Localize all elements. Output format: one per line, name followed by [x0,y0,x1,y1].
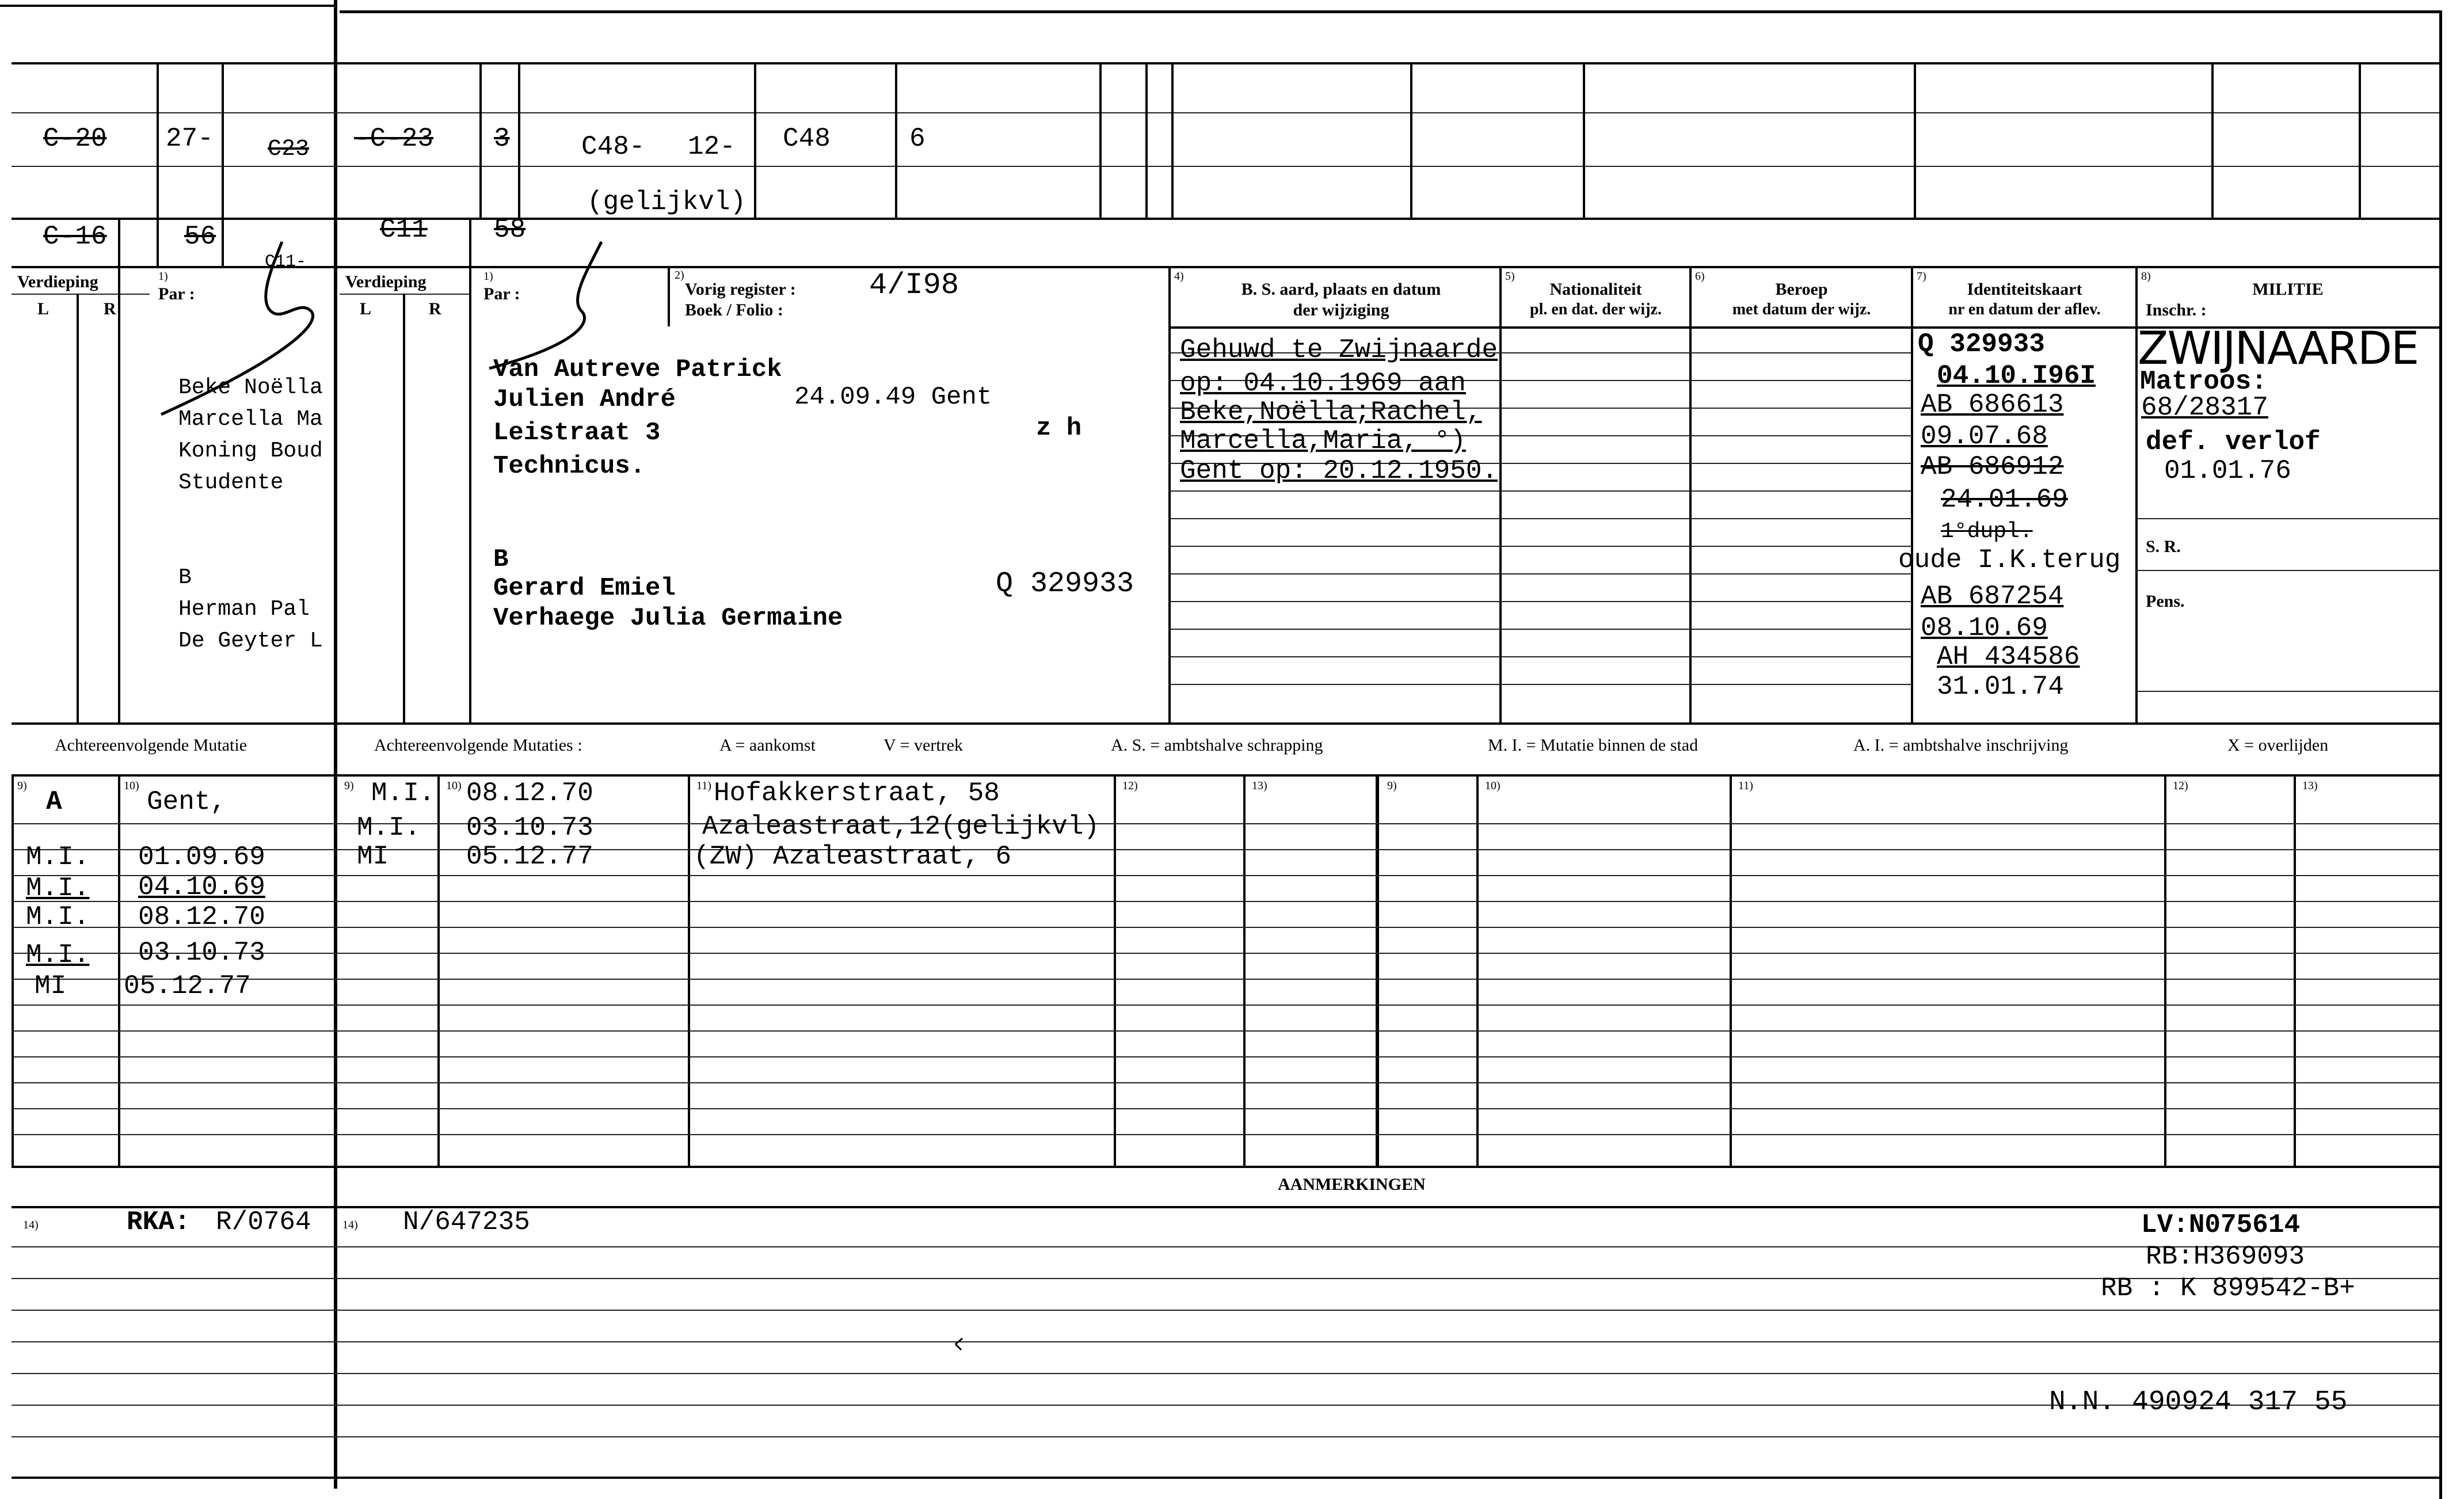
left-mut-code: A [46,787,62,817]
legend-title: Achtereenvolgende Mutaties : [374,736,582,755]
legend-item: A = aankomst [719,736,816,755]
identiteitskaart-header-2: nr en datum der aflev. [1948,300,2101,318]
l-label: L [37,299,49,318]
person-sex: z h [1036,414,1082,443]
mut-date: 08.12.70 [466,778,593,808]
code-cell: 56 [184,222,216,252]
code-cell: 3 [494,124,510,154]
rka-label: RKA: [127,1207,191,1237]
militie-place: ZWIJNAARDE [2138,323,2419,375]
inschr-label: Inschr. : [2146,300,2207,319]
r-label: R [429,299,441,318]
code-cell: C11 [380,215,428,245]
mut-address: Azaleastraat,12(gelijkvl) [702,812,1100,842]
person-father: Gerard Emiel [493,574,676,603]
legend-item: X = overlijden [2227,736,2329,755]
left-line: Marcella Ma [178,407,323,432]
code-cell: 12- [688,132,736,162]
mut-address: Hofakkerstraat, 58 [714,778,1000,808]
par-label: Par : [483,284,520,303]
code-cell: 27- [166,124,214,154]
left-mut-place: Gent, [147,787,227,817]
bs-line: Marcella,Maria, °) [1180,426,1466,456]
footnote-2: 2) [675,269,684,281]
remark-rb1: RB:H369093 [2146,1242,2305,1272]
person-b: B [493,545,509,574]
mut-code: MI [357,842,389,872]
tick-mark [955,1338,962,1350]
mut-code: M.I. [371,778,435,808]
left-mut-code: M.I. [26,873,90,903]
left-mut-date: 05.12.77 [124,971,251,1001]
vorig-register-label: Vorig register : [685,280,796,299]
left-mut-date: 01.09.69 [138,842,265,872]
col9-label: 9) [17,779,27,792]
beroep-header-1: Beroep [1775,280,1828,299]
id-line: oude I.K.terug [1898,545,2121,575]
mut-date: 05.12.77 [466,842,593,872]
col-label: 10) [1485,779,1501,792]
code-cell: C23 [268,136,310,162]
bs-header-1: B. S. aard, plaats en datum [1241,280,1441,299]
code-cell: C-16 [43,222,107,252]
r-label: R [104,299,116,318]
aanmerkingen-title: AANMERKINGEN [1278,1175,1426,1194]
person-birth: 24.09.49 Gent [794,383,992,412]
vorig-register-value: 4/I98 [869,268,959,302]
nationaliteit-header-2: pl. en dat. der wijz. [1530,300,1662,318]
person-address: Leistraat 3 [493,418,661,447]
militie-def-verlof: def. verlof [2146,427,2321,457]
id-line: Q 329933 [1918,329,2045,359]
footnote-4: 4) [1174,270,1184,283]
code-cell: C11- [265,252,307,272]
left-line: Beke Noëlla [178,375,323,400]
verdieping-label: Verdieping [17,272,98,291]
left-line: Koning Boud [178,439,323,463]
person-given-names: Julien André [493,385,676,414]
left-mut-date: 03.10.73 [138,938,265,968]
mut-address: (ZW) Azaleastraat, 6 [694,842,1012,872]
boek-folio-label: Boek / Folio : [685,300,783,319]
beroep-header-2: met datum der wijz. [1732,300,1871,318]
col-label: 10) [446,779,462,792]
mut-code: M.I. [357,813,421,843]
mutaties-header-left: Achtereenvolgende Mutatie [55,736,247,755]
rka-value: R/0764 [216,1207,311,1237]
id-line: 09.07.68 [1921,421,2048,451]
mut-date: 03.10.73 [466,813,593,843]
id-line: AH 434586 [1937,642,2080,672]
code-cell: C48- [581,132,645,162]
left-mut-date: 08.12.70 [138,902,265,932]
footnote-6: 6) [1695,270,1705,283]
nationaliteit-header-1: Nationaliteit [1549,280,1642,299]
col-label: 13) [2302,779,2318,792]
col-label: 11) [1738,779,1753,792]
legend-item: A. I. = ambtshalve inschrijving [1853,736,2069,755]
left-line: B [178,565,192,590]
code-cell: 6 [909,124,926,154]
left-line: Studente [178,470,284,495]
footnote-14: 14) [23,1219,39,1231]
person-mother: Verhaege Julia Germaine [493,604,843,633]
gelijkvl-note: (gelijkvl) [587,187,747,217]
footnote-1: 1) [483,270,493,283]
id-line: AB 686912 [1921,452,2064,482]
left-mut-code: M.I. [26,842,90,872]
left-mut-code: M.I. [26,940,90,970]
footnote-5: 5) [1505,270,1515,283]
id-line: 08.10.69 [1921,613,2048,643]
pens-label: Pens. [2146,592,2185,611]
verdieping-label: Verdieping [345,272,426,291]
identiteitskaart-header-1: Identiteitskaart [1967,280,2082,299]
col-label: 9) [1387,779,1397,792]
militie-date: 01.01.76 [2164,456,2291,486]
par-signature-main [489,242,601,368]
national-number: N.N. 490924 317 55 [2049,1387,2348,1418]
bs-line: op: 04.10.1969 aan [1180,368,1466,398]
id-line: 31.01.74 [1937,672,2064,702]
left-mut-date: 04.10.69 [138,872,265,902]
code-cell: -C-23 [354,124,434,154]
col-label: 12) [1122,779,1138,792]
footnote-14: 14) [342,1219,358,1231]
id-line: 1°dupl. [1941,519,2033,544]
col-label: 11) [696,779,711,792]
legend-item: V = vertrek [883,736,963,755]
left-mut-code: MI [35,971,67,1001]
footnote-7: 7) [1917,270,1926,283]
left-line: De Geyter L [178,629,323,653]
remark-rb2: RB : K 899542-B+ [2101,1273,2355,1303]
code-cell: 58 [494,215,526,245]
sr-label: S. R. [2146,537,2181,556]
bs-line: Beke,Noëlla;Rachel, [1180,397,1482,427]
militie-header: MILITIE [2252,280,2324,299]
l-label: L [360,299,372,318]
col10-label: 10) [124,779,139,792]
id-line: AB 687254 [1921,581,2064,611]
militie-number: 68/28317 [2141,393,2268,423]
militie-rank: Matroos: [2140,367,2267,397]
person-id: Q 329933 [996,568,1134,600]
id-line: 24.01.69 [1941,485,2068,515]
left-mut-code: M.I. [26,902,90,932]
remark-lv: LV:N075614 [2141,1210,2301,1240]
bs-line: Gehuwd te Zwijnaarde [1180,335,1498,365]
remark-n: N/647235 [403,1207,530,1237]
bs-line: Gent op: 20.12.1950. [1180,456,1498,486]
col-label: 9) [344,779,354,792]
bs-header-2: der wijziging [1293,300,1389,319]
footnote-8: 8) [2141,270,2151,283]
id-line: 04.10.I96I [1937,361,2096,391]
code-cell: C48 [783,124,831,154]
col-label: 12) [2173,779,2188,792]
left-line: Herman Pal [178,597,310,622]
par-label: Par : [158,284,195,303]
person-name: Van Autreve Patrick [493,355,782,384]
col-label: 13) [1252,779,1267,792]
id-line: AB 686613 [1921,390,2064,420]
legend-item: M. I. = Mutatie binnen de stad [1488,736,1698,755]
person-job: Technicus. [493,452,646,481]
code-cell: C-20 [43,124,107,154]
legend-item: A. S. = ambtshalve schrapping [1111,736,1323,755]
footnote-1: 1) [158,270,168,283]
